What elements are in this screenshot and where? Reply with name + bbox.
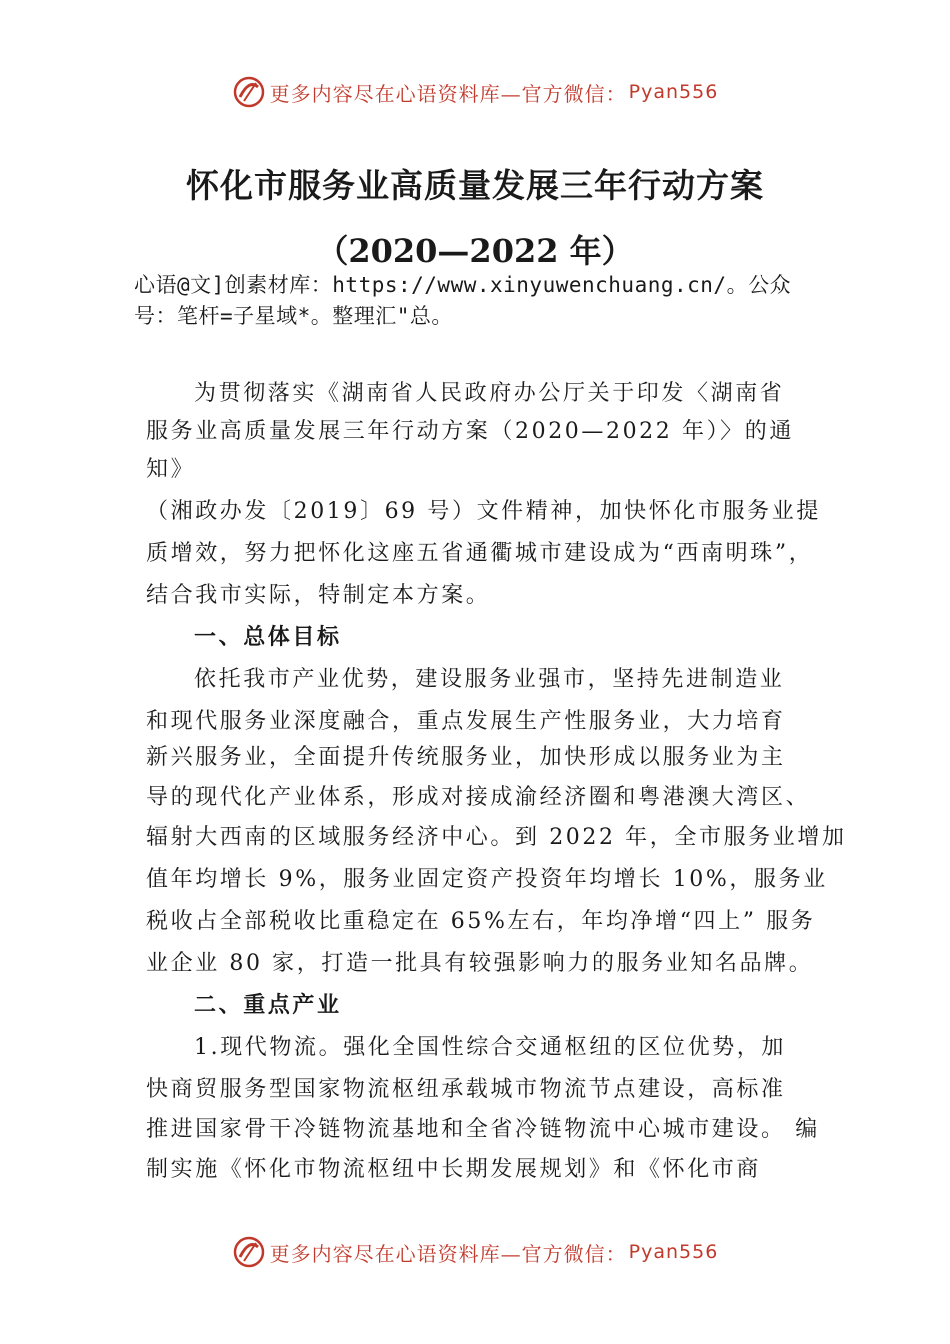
banner-text: 更多内容尽在心语资料库—官方微信： <box>269 81 627 106</box>
banner-wechat-handle: Pyan556 <box>628 1241 719 1263</box>
body-line: 新兴服务业，全面提升传统服务业，加快形成以服务业为主 <box>146 745 786 770</box>
body-line: 推进国家骨干冷链物流基地和全省冷链物流中心城市建设。 编 <box>146 1117 820 1142</box>
section-heading: 二、重点产业 <box>194 993 342 1018</box>
body-line: 快商贸服务型国家物流枢纽承载城市物流节点建设，高标准 <box>146 1077 786 1102</box>
section-heading: 一、总体目标 <box>194 625 342 650</box>
body-line: 业企业 80 家，打造一批具有较强影响力的服务业知名品牌。 <box>146 951 814 976</box>
body-line: 和现代服务业深度融合，重点发展生产性服务业，大力培育 <box>146 709 786 734</box>
document-subtitle: （2020—2022 年） <box>316 232 634 270</box>
body-line: 1.现代物流。强化全国性综合交通枢纽的区位优势，加 <box>194 1035 786 1060</box>
body-line: 为贯彻落实《湖南省人民政府办公厅关于印发〈湖南省 <box>194 381 785 406</box>
brand-logo-icon <box>232 1235 266 1269</box>
document-title: 怀化市服务业高质量发展三年行动方案 <box>186 166 764 205</box>
body-line: 服务业高质量发展三年行动方案（2020—2022 年）〉的通 <box>146 419 794 444</box>
banner-wechat-handle: Pyan556 <box>628 81 719 103</box>
body-line: 质增效，努力把怀化这座五省通衢城市建设成为“西南明珠”， <box>146 541 814 566</box>
brand-logo-icon <box>232 75 266 109</box>
body-line: （湘政办发〔2019〕69 号）文件精神，加快怀化市服务业提 <box>146 499 821 524</box>
footer-banner <box>0 1230 950 1274</box>
body-line: 制实施《怀化市物流枢纽中长期发展规划》和《怀化市商 <box>146 1157 762 1182</box>
body-line: 值年均增长 9%，服务业固定资产投资年均增长 10%，服务业 <box>146 867 828 892</box>
banner-text: 更多内容尽在心语资料库—官方微信： <box>269 1241 627 1266</box>
body-line: 辐射大西南的区域服务经济中心。到 2022 年，全市服务业增加 <box>146 825 847 850</box>
body-line: 知》 <box>146 457 196 482</box>
body-line: 结合我市实际，特制定本方案。 <box>146 583 491 608</box>
body-line: 依托我市产业优势，建设服务业强市，坚持先进制造业 <box>194 667 785 692</box>
body-line: 税收占全部税收比重稳定在 65%左右，年均净增“四上” 服务 <box>146 909 816 934</box>
body-line: 导的现代化产业体系，形成对接成渝经济圈和粤港澳大湾区、 <box>146 785 811 810</box>
source-note: 心语@文]创素材库：https://www.xinyuwenchuang.cn/。公众号：笔杆=子星域*。整理汇"总。 <box>134 273 792 328</box>
header-banner <box>0 70 950 114</box>
